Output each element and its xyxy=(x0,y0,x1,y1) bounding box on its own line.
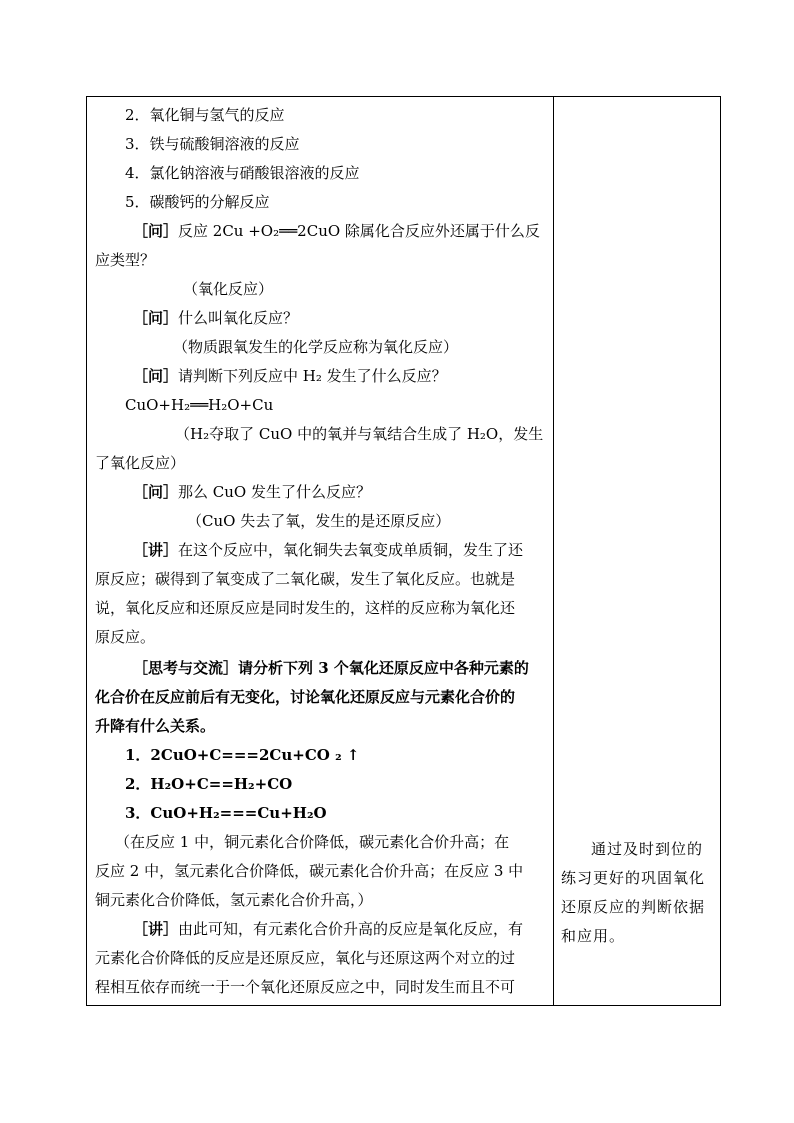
column-divider xyxy=(553,97,554,1005)
equation-line: CuO+H₂══H₂O+Cu xyxy=(125,396,274,414)
lecture-tag: ［讲］ xyxy=(133,541,179,559)
text-line: 反应 2 中，氢元素化合价降低，碳元素化合价升高；在反应 3 中 xyxy=(95,862,524,880)
think-discuss-line: ［思考与交流］请分析下列 3 个氧化还原反应中各种元素的 xyxy=(133,659,529,677)
answer-line: （CuO 失去了氧，发生的是还原反应） xyxy=(187,512,451,530)
answer-line: （氧化反应） xyxy=(183,280,274,298)
question-tag: ［问］ xyxy=(133,483,179,501)
lesson-table xyxy=(86,96,721,1006)
text-line: 化合价在反应前后有无变化，讨论氧化还原反应与元素化合价的 xyxy=(95,688,516,706)
lecture-tag: ［讲］ xyxy=(133,920,179,938)
design-intent-text: 通过及时到位的练习更好的巩固氧化还原反应的判断依据和应用。 xyxy=(561,840,706,945)
question-line: ［问］反应 2Cu +O₂══2CuO 除属化合反应外还属于什么反 xyxy=(133,222,540,240)
equation-line: 1．2CuO+C===2Cu+CO ₂ ↑ xyxy=(125,746,360,764)
list-item: 3．铁与硫酸铜溶液的反应 xyxy=(125,135,300,153)
text-line: 了氧化反应） xyxy=(95,454,186,472)
text-line: 应类型？ xyxy=(95,251,156,269)
question-line: ［问］请判断下列反应中 H₂ 发生了什么反应？ xyxy=(133,367,447,385)
answer-line: （在反应 1 中，铜元素化合价降低，碳元素化合价升高；在 xyxy=(115,833,510,851)
text-line: 说，氧化反应和还原反应是同时发生的，这样的反应称为氧化还 xyxy=(95,599,516,617)
answer-line: （物质跟氧发生的化学反应称为氧化反应） xyxy=(173,338,459,356)
text-line: 元素化合价降低的反应是还原反应，氧化与还原这两个对立的过 xyxy=(95,949,516,967)
equation-line: 2．H₂O+C==H₂+CO xyxy=(125,775,293,793)
text-line: 铜元素化合价降低，氢元素化合价升高，） xyxy=(95,891,373,909)
lecture-line: ［讲］在这个反应中，氧化铜失去氧变成单质铜，发生了还 xyxy=(133,541,524,559)
text-line: 程相互依存而统一于一个氧化还原反应之中，同时发生而且不可 xyxy=(95,978,516,996)
question-line: ［问］什么叫氧化反应？ xyxy=(133,309,299,327)
text-line: 原反应；碳得到了氧变成了二氧化碳，发生了氧化反应。也就是 xyxy=(95,570,516,588)
text-line: 升降有什么关系。 xyxy=(95,717,216,735)
text-line: 原反应。 xyxy=(95,628,156,646)
list-item: 4．氯化钠溶液与硝酸银溶液的反应 xyxy=(125,164,360,182)
lecture-line: ［讲］由此可知，有元素化合价升高的反应是氧化反应，有 xyxy=(133,920,524,938)
question-tag: ［问］ xyxy=(133,367,179,385)
question-line: ［问］那么 CuO 发生了什么反应？ xyxy=(133,483,371,501)
question-tag: ［问］ xyxy=(133,222,179,240)
design-intent-cell xyxy=(561,835,716,951)
equation-line: 3．CuO+H₂===Cu+H₂O xyxy=(125,804,327,822)
teaching-content-cell xyxy=(95,101,547,1002)
question-tag: ［问］ xyxy=(133,309,179,327)
list-item: 2．氧化铜与氢气的反应 xyxy=(125,106,285,124)
list-item: 5．碳酸钙的分解反应 xyxy=(125,193,270,211)
answer-line: （H₂夺取了 CuO 中的氧并与氧结合生成了 H₂O，发生 xyxy=(175,425,544,443)
